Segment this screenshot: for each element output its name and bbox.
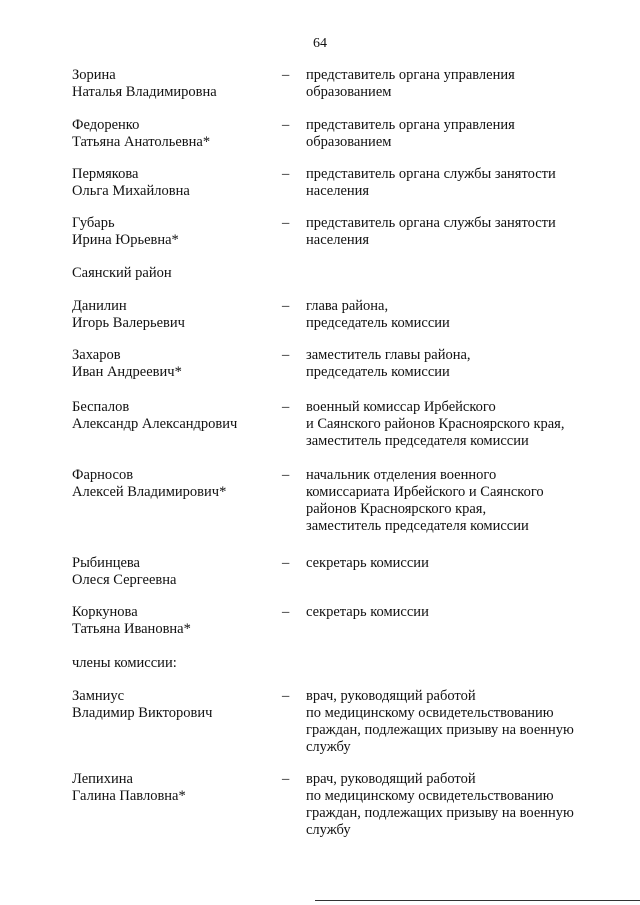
person-name bbox=[72, 688, 277, 722]
role-line: и Саянского районов Красноярского края, bbox=[306, 416, 565, 432]
surname: Замниус bbox=[72, 688, 125, 704]
role-line: комиссариата Ирбейского и Саянского bbox=[306, 484, 544, 500]
role-line: представитель органа службы занятости bbox=[306, 215, 556, 231]
person-name bbox=[72, 166, 277, 200]
given-names: Владимир Викторович bbox=[72, 705, 213, 721]
members-heading: члены комиссии: bbox=[72, 655, 177, 671]
role-line: населения bbox=[306, 183, 370, 199]
role-line: граждан, подлежащих призыву на военную bbox=[306, 805, 574, 821]
footer-rule bbox=[315, 900, 640, 901]
given-names: Ольга Михайловна bbox=[72, 183, 190, 199]
role bbox=[306, 166, 606, 200]
dash: – bbox=[282, 166, 290, 182]
surname: Зорина bbox=[72, 67, 116, 83]
given-names: Алексей Владимирович* bbox=[72, 484, 227, 500]
person-name bbox=[72, 771, 277, 805]
surname: Губарь bbox=[72, 215, 115, 231]
given-names: Галина Павловна* bbox=[72, 788, 186, 804]
given-names: Иван Андреевич* bbox=[72, 364, 182, 380]
role-line: заместитель председателя комиссии bbox=[306, 433, 529, 449]
given-names: Ирина Юрьевна* bbox=[72, 232, 179, 248]
role bbox=[306, 604, 606, 621]
dash: – bbox=[282, 688, 290, 704]
dash: – bbox=[282, 555, 290, 571]
page-number: 64 bbox=[313, 36, 327, 51]
section-title: Саянский район bbox=[72, 265, 172, 281]
role-line: граждан, подлежащих призыву на военную bbox=[306, 722, 574, 738]
role-line: по медицинскому освидетельствованию bbox=[306, 788, 554, 804]
role bbox=[306, 555, 606, 572]
role-line: заместитель главы района, bbox=[306, 347, 471, 363]
surname: Данилин bbox=[72, 298, 127, 314]
role-line: заместитель председателя комиссии bbox=[306, 518, 529, 534]
dash: – bbox=[282, 771, 290, 787]
person-name bbox=[72, 117, 277, 151]
role-line: образованием bbox=[306, 134, 392, 150]
given-names: Александр Александрович bbox=[72, 416, 238, 432]
surname: Беспалов bbox=[72, 399, 130, 415]
role-line: глава района, bbox=[306, 298, 389, 314]
role bbox=[306, 771, 606, 839]
person-name bbox=[72, 298, 277, 332]
role-line: представитель органа управления bbox=[306, 117, 515, 133]
person-name bbox=[72, 215, 277, 249]
surname: Федоренко bbox=[72, 117, 140, 133]
person-name bbox=[72, 67, 277, 101]
dash: – bbox=[282, 604, 290, 620]
role-line: образованием bbox=[306, 84, 392, 100]
person-name bbox=[72, 604, 277, 638]
role-line: представитель органа управления bbox=[306, 67, 515, 83]
surname: Пермякова bbox=[72, 166, 139, 182]
role-line: врач, руководящий работой bbox=[306, 771, 476, 787]
person-name bbox=[72, 347, 277, 381]
dash: – bbox=[282, 399, 290, 415]
role-line: начальник отделения военного bbox=[306, 467, 497, 483]
role bbox=[306, 298, 606, 332]
surname: Фарносов bbox=[72, 467, 134, 483]
person-name bbox=[72, 555, 277, 589]
surname: Рыбинцева bbox=[72, 555, 140, 571]
role-line: населения bbox=[306, 232, 370, 248]
role-line: районов Красноярского края, bbox=[306, 501, 487, 517]
role-line: секретарь комиссии bbox=[306, 604, 429, 620]
person-name bbox=[72, 467, 277, 501]
role bbox=[306, 467, 606, 535]
role-line: службу bbox=[306, 739, 351, 755]
role-line: председатель комиссии bbox=[306, 315, 450, 331]
dash: – bbox=[282, 67, 290, 83]
role-line: секретарь комиссии bbox=[306, 555, 429, 571]
given-names: Игорь Валерьевич bbox=[72, 315, 185, 331]
given-names: Татьяна Анатольевна* bbox=[72, 134, 211, 150]
role bbox=[306, 688, 606, 756]
dash: – bbox=[282, 215, 290, 231]
role bbox=[306, 399, 606, 450]
role bbox=[306, 67, 606, 101]
dash: – bbox=[282, 347, 290, 363]
role bbox=[306, 215, 606, 249]
role-line: врач, руководящий работой bbox=[306, 688, 476, 704]
given-names: Татьяна Ивановна* bbox=[72, 621, 191, 637]
given-names: Олеся Сергеевна bbox=[72, 572, 177, 588]
role-line: по медицинскому освидетельствованию bbox=[306, 705, 554, 721]
role-line: службу bbox=[306, 822, 351, 838]
dash: – bbox=[282, 298, 290, 314]
surname: Коркунова bbox=[72, 604, 138, 620]
role-line: председатель комиссии bbox=[306, 364, 450, 380]
given-names: Наталья Владимировна bbox=[72, 84, 217, 100]
role-line: представитель органа службы занятости bbox=[306, 166, 556, 182]
role bbox=[306, 347, 606, 381]
role bbox=[306, 117, 606, 151]
surname: Лепихина bbox=[72, 771, 133, 787]
role-line: военный комиссар Ирбейского bbox=[306, 399, 496, 415]
person-name bbox=[72, 399, 277, 433]
dash: – bbox=[282, 117, 290, 133]
dash: – bbox=[282, 467, 290, 483]
surname: Захаров bbox=[72, 347, 121, 363]
